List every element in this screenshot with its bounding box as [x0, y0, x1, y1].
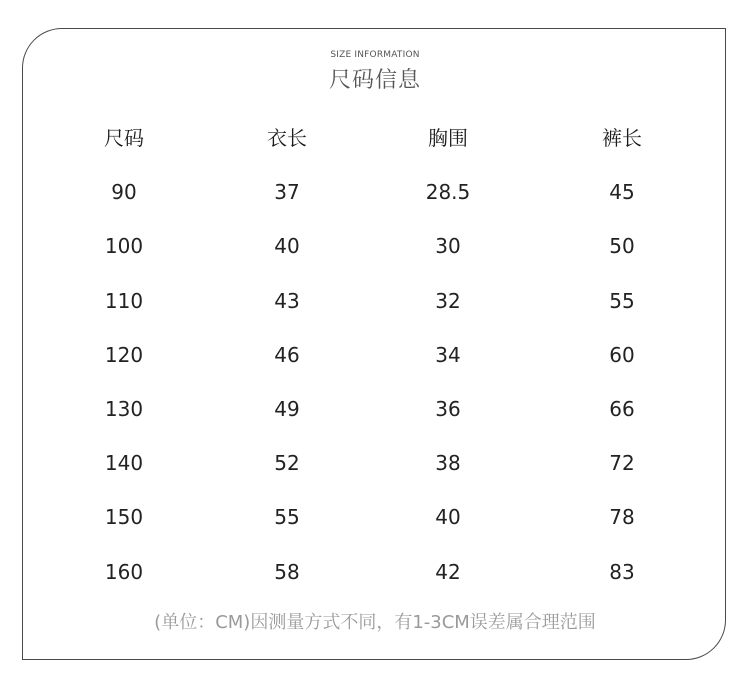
size-table: [0, 118, 750, 606]
table-cell: 58: [274, 559, 300, 584]
table-cell: 78: [609, 505, 635, 530]
table-cell: 140: [104, 451, 144, 476]
table-cell: 110: [104, 288, 144, 313]
table-cell: 42: [435, 559, 461, 584]
table-row: [0, 389, 750, 443]
table-cell: 37: [274, 180, 300, 205]
table-cell: 55: [274, 505, 300, 530]
table-cell: 49: [274, 396, 300, 421]
column-header-pants-length: 裤长: [602, 126, 642, 150]
table-cell: 46: [274, 342, 300, 367]
table-row: [0, 497, 750, 551]
table-row: [0, 226, 750, 280]
table-cell: 40: [435, 505, 461, 530]
table-cell: 43: [274, 288, 300, 313]
table-cell: 30: [435, 234, 461, 259]
table-cell: 150: [104, 505, 144, 530]
table-cell: 60: [609, 342, 635, 367]
table-cell: 32: [435, 288, 461, 313]
table-cell: 120: [104, 342, 144, 367]
table-cell: 72: [609, 451, 635, 476]
table-row: [0, 281, 750, 335]
table-cell: 40: [274, 234, 300, 259]
table-cell: 34: [435, 342, 461, 367]
table-cell: 130: [104, 396, 144, 421]
table-cell: 28.5: [425, 180, 471, 205]
table-row: [0, 335, 750, 389]
table-cell: 83: [609, 559, 635, 584]
table-cell: 160: [104, 559, 144, 584]
table-cell: 50: [609, 234, 635, 259]
table-cell: 36: [435, 396, 461, 421]
table-cell: 66: [609, 396, 635, 421]
measurement-note: (单位：CM)因测量方式不同，有1-3CM误差属合理范围: [154, 612, 596, 633]
page-title: 尺码信息: [328, 68, 421, 93]
table-cell: 100: [104, 234, 144, 259]
column-header-chest: 胸围: [428, 126, 468, 150]
table-row: [0, 552, 750, 606]
table-cell: 90: [111, 180, 137, 205]
table-header-row: [0, 118, 750, 172]
column-header-length: 衣长: [267, 126, 307, 150]
table-cell: 52: [274, 451, 300, 476]
table-cell: 38: [435, 451, 461, 476]
table-cell: 45: [609, 180, 635, 205]
subtitle: SIZE INFORMATION: [330, 50, 420, 60]
table-cell: 55: [609, 288, 635, 313]
table-row: [0, 172, 750, 226]
table-row: [0, 443, 750, 497]
column-header-size: 尺码: [104, 126, 144, 150]
